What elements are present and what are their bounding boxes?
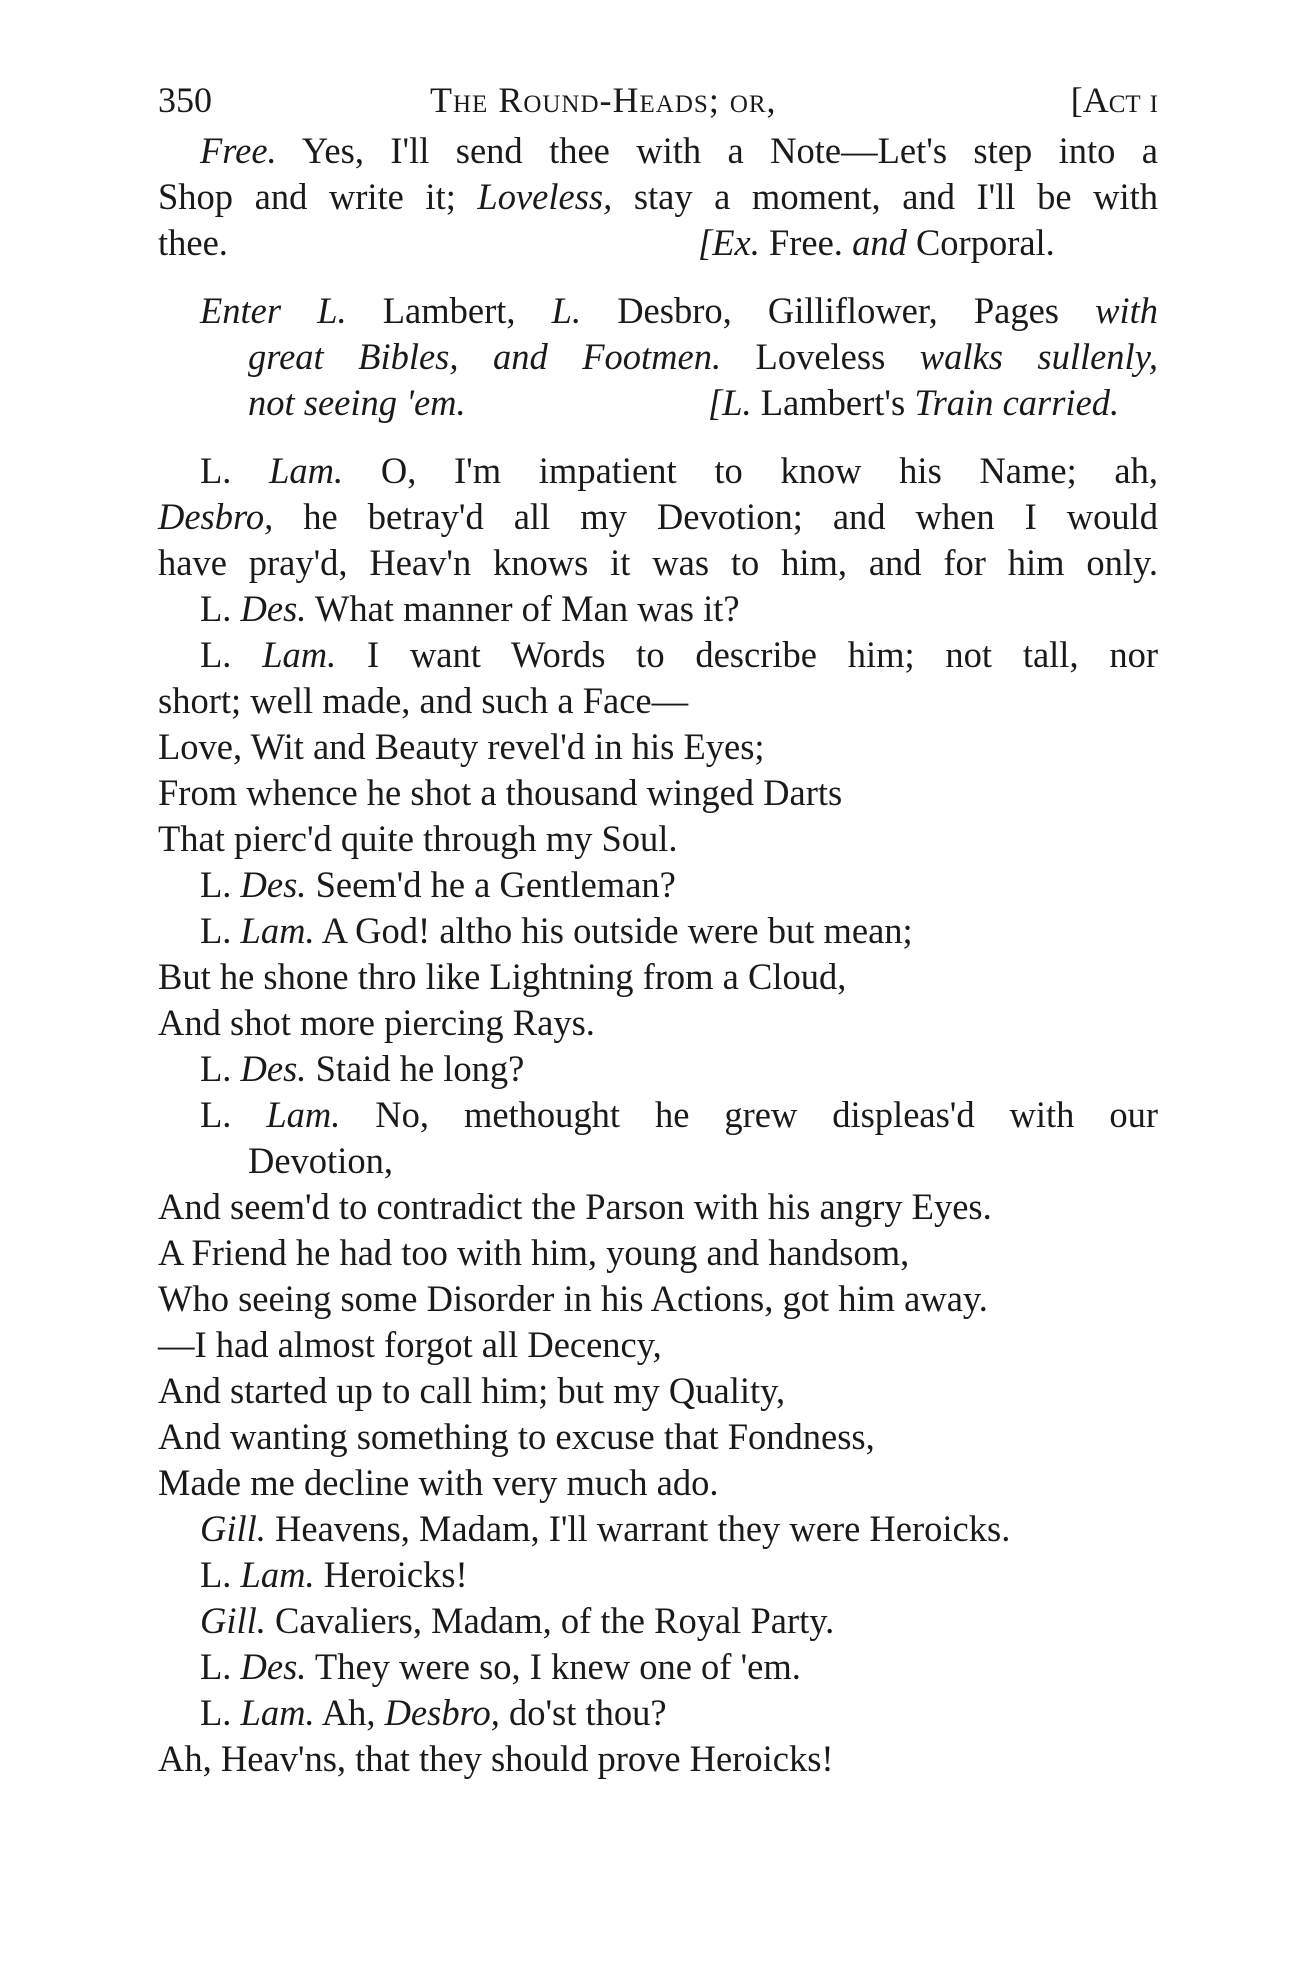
text-line: Gill. Heavens, Madam, I'll warrant they were Heroicks. bbox=[200, 1508, 1011, 1549]
verse-line: Who seeing some Disorder in his Actions, got him away. bbox=[158, 1278, 988, 1319]
page-number: 350 bbox=[158, 80, 212, 120]
verse-line: And seem'd to contradict the Parson with his angry Eyes. bbox=[158, 1186, 992, 1227]
speaker-label: Lam. bbox=[262, 634, 337, 675]
text-line: have pray'd, Heav'n knows it was to him, and for him only. bbox=[158, 542, 1158, 583]
speaker-label: Lam. bbox=[266, 1094, 341, 1135]
stage-direction: [L. Lambert's Train carried. bbox=[708, 382, 1120, 423]
text-line: Desbro, he betray'd all my Devotion; and when I would bbox=[158, 496, 1158, 537]
verse-line: Ah, Heav'ns, that they should prove Heroicks! bbox=[158, 1738, 834, 1779]
stage-direction: not seeing 'em. bbox=[248, 382, 466, 423]
exit-direction: [Ex. Free. and Corporal. bbox=[698, 222, 1055, 263]
text-line: Free. Yes, I'll send thee with a Note—Let's step into a bbox=[200, 130, 1158, 171]
text-line: L. Lam. Heroicks! bbox=[200, 1554, 468, 1595]
verse-line: Love, Wit and Beauty revel'd in his Eyes; bbox=[158, 726, 765, 767]
text-line: L. Des. What manner of Man was it? bbox=[200, 588, 740, 629]
verse-line: From whence he shot a thousand winged Darts bbox=[158, 772, 843, 813]
verse-line: Devotion, bbox=[248, 1140, 393, 1181]
speaker-label: Lam. bbox=[269, 450, 344, 491]
verse-line: A Friend he had too with him, young and handsom, bbox=[158, 1232, 910, 1273]
verse-line: But he shone thro like Lightning from a Cloud, bbox=[158, 956, 847, 997]
speaker-label: Lam. bbox=[240, 1554, 315, 1595]
verse-line: And started up to call him; but my Quality, bbox=[158, 1370, 786, 1411]
text-line: L. Des. Seem'd he a Gentleman? bbox=[200, 864, 676, 905]
stage-direction: great Bibles, and Footmen. Loveless walks sullenly, bbox=[248, 336, 1159, 377]
running-title: The Round-Heads; or, bbox=[430, 80, 777, 120]
text-line: L. Des. Staid he long? bbox=[200, 1048, 525, 1089]
text-line: L. Lam. I want Words to describe him; not tall, nor bbox=[200, 634, 1159, 675]
verse-line: —I had almost forgot all Decency, bbox=[158, 1324, 662, 1365]
text-line: L. Lam. O, I'm impatient to know his Name; ah, bbox=[200, 450, 1158, 491]
speaker-label: Lam. bbox=[240, 1692, 315, 1733]
text-line: Gill. Cavaliers, Madam, of the Royal Party. bbox=[200, 1600, 835, 1641]
text-line: short; well made, and such a Face— bbox=[158, 680, 689, 721]
act-marker: [Act i bbox=[1070, 80, 1158, 120]
speaker-label: Gill. bbox=[200, 1508, 266, 1549]
text-line: L. Des. They were so, I knew one of 'em. bbox=[200, 1646, 801, 1687]
speaker-label: Des. bbox=[240, 1048, 307, 1089]
text-line: L. Lam. Ah, Desbro, do'st thou? bbox=[200, 1692, 667, 1733]
verse-line: And wanting something to excuse that Fondness, bbox=[158, 1416, 875, 1457]
speaker-label: Free. bbox=[200, 130, 277, 171]
stage-direction: Enter L. Lambert, L. Desbro, Gilliflower, Pages with bbox=[200, 290, 1158, 331]
running-header bbox=[158, 74, 1158, 126]
speaker-label: Lam. bbox=[240, 910, 315, 951]
text-line: Shop and write it; Loveless, stay a moment, and I'll be with bbox=[158, 176, 1158, 217]
verse-line: That pierc'd quite through my Soul. bbox=[158, 818, 678, 859]
verse-line: And shot more piercing Rays. bbox=[158, 1002, 595, 1043]
speaker-label: Des. bbox=[240, 864, 307, 905]
speaker-label: Gill. bbox=[200, 1600, 266, 1641]
text-line: thee. bbox=[158, 222, 228, 263]
text-line: L. Lam. No, methought he grew displeas'd with our bbox=[200, 1094, 1158, 1135]
verse-line: Made me decline with very much ado. bbox=[158, 1462, 719, 1503]
text-line: L. Lam. A God! altho his outside were but mean; bbox=[200, 910, 913, 951]
speaker-label: Des. bbox=[240, 1646, 307, 1687]
speaker-label: Des. bbox=[240, 588, 307, 629]
